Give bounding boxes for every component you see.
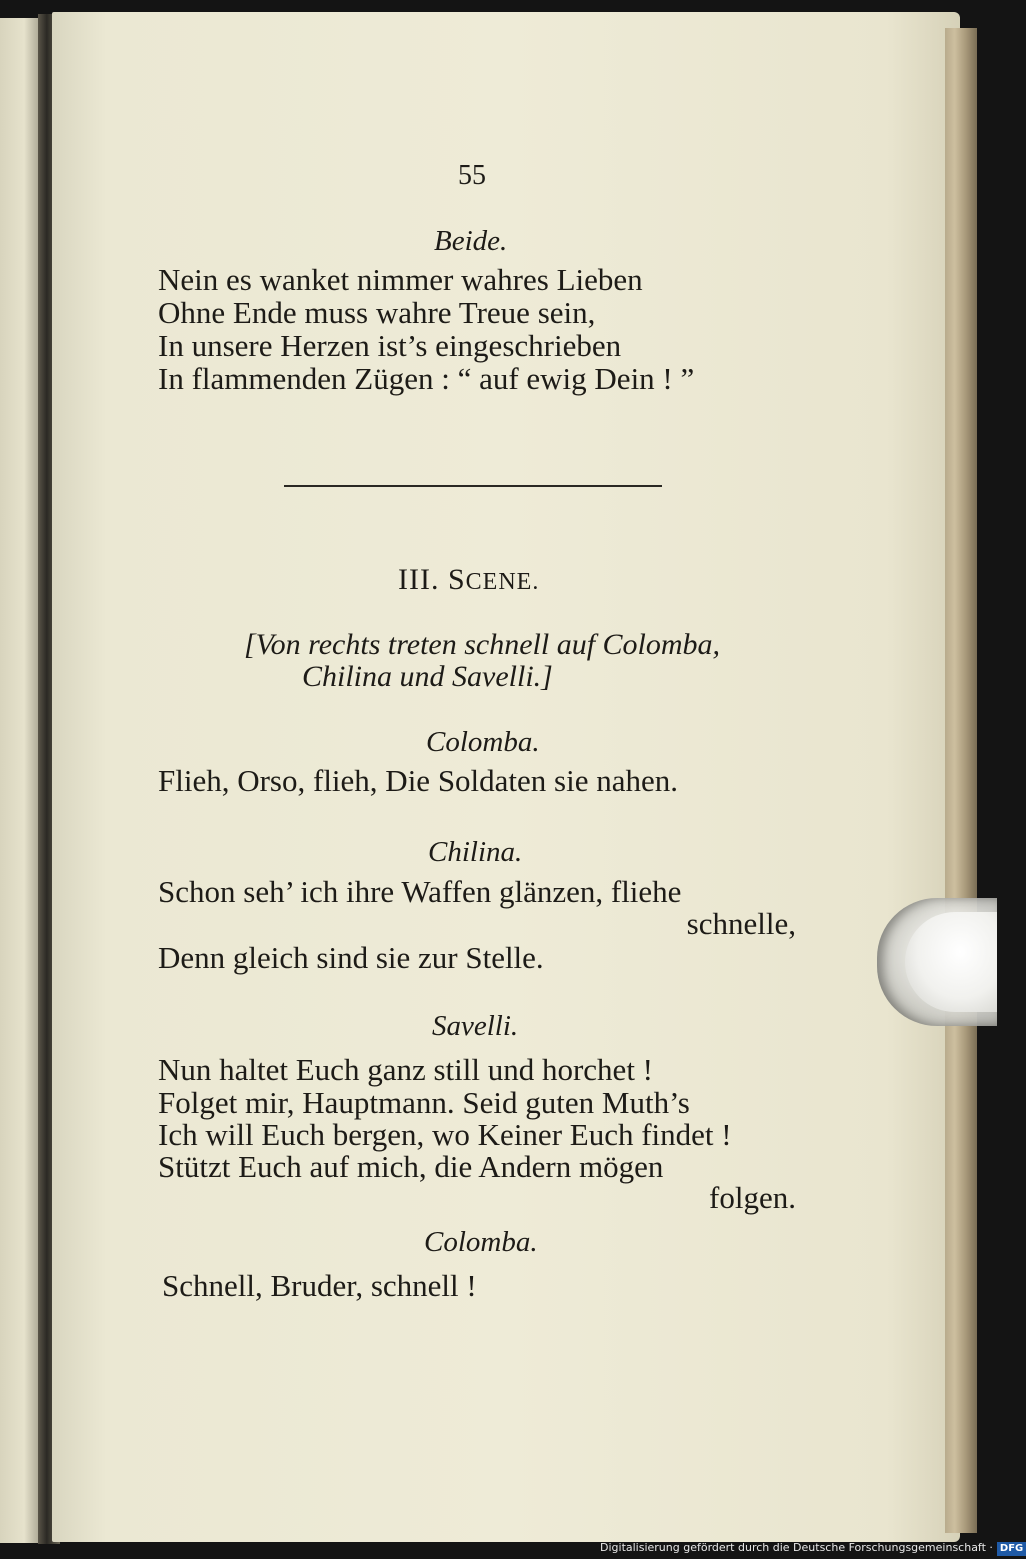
scene-number: III.	[398, 563, 440, 596]
savelli-line-1: Nun haltet Euch ganz still und horchet !	[158, 1052, 654, 1087]
credit-text: Digitalisierung gefördert durch die Deutsche Forschungsgemeinschaft ·	[600, 1541, 993, 1554]
page-fore-edge	[945, 28, 977, 1533]
colomba-line-1: Flieh, Orso, flieh, Die Soldaten sie nahen.	[158, 763, 679, 798]
scene-divider	[284, 485, 662, 487]
scene-word-rest: CENE.	[465, 569, 540, 595]
chilina-line-1-cont: schnelle,	[686, 906, 796, 941]
beide-line-4: In flammenden Zügen : “ auf ewig Dein ! ”	[158, 361, 695, 396]
page-clip-highlight	[905, 912, 997, 1012]
chilina-line-1: Schon seh’ ich ihre Waffen glänzen, fliehe	[158, 874, 682, 909]
savelli-line-2: Folget mir, Hauptmann. Seid guten Muth’s	[158, 1085, 690, 1120]
speaker-chilina: Chilina.	[428, 836, 523, 868]
scene-heading	[398, 563, 539, 597]
beide-line-1: Nein es wanket nimmer wahres Lieben	[158, 262, 643, 297]
savelli-line-4-cont: folgen.	[709, 1180, 796, 1215]
digitization-credit	[600, 1539, 1024, 1557]
speaker-colomba: Colomba.	[426, 726, 540, 758]
colomba-line-2: Schnell, Bruder, schnell !	[162, 1268, 477, 1303]
speaker-beide: Beide.	[434, 225, 508, 257]
savelli-line-3: Ich will Euch bergen, wo Keiner Euch findet !	[158, 1117, 732, 1152]
stage-direction-line-1: [Von rechts treten schnell auf Colomba,	[244, 628, 721, 661]
beide-line-2: Ohne Ende muss wahre Treue sein,	[158, 295, 596, 330]
stage-direction-line-2: Chilina und Savelli.]	[302, 660, 553, 693]
page-number: 55	[458, 160, 486, 191]
speaker-colomba-2: Colomba.	[424, 1226, 538, 1258]
chilina-line-2: Denn gleich sind sie zur Stelle.	[158, 940, 544, 975]
savelli-line-4: Stützt Euch auf mich, die Andern mögen	[158, 1149, 664, 1184]
beide-line-3: In unsere Herzen ist’s eingeschrieben	[158, 328, 622, 363]
dfg-logo: DFG	[997, 1542, 1026, 1556]
speaker-savelli: Savelli.	[432, 1010, 519, 1042]
scene-word-first: S	[447, 563, 466, 596]
